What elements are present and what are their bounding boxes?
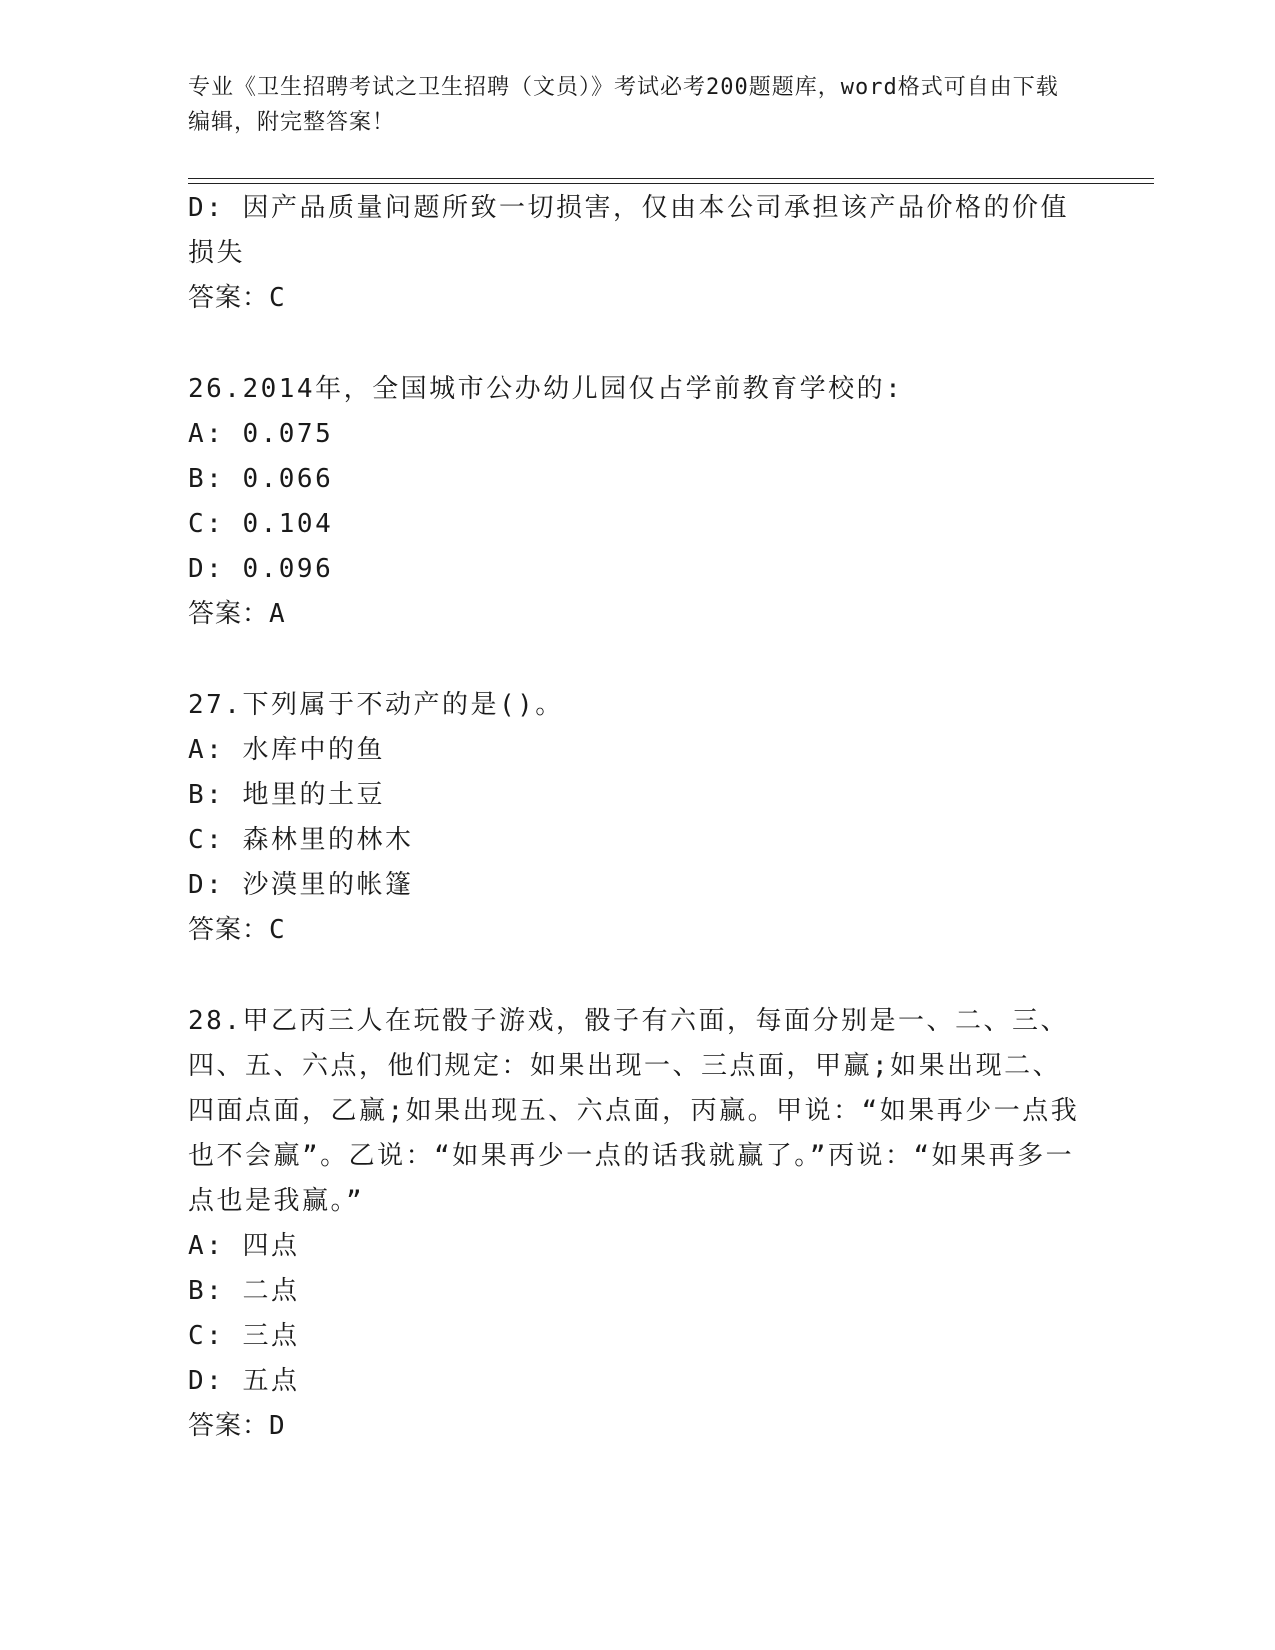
spacer: [188, 321, 1088, 367]
option-c: C: 森林里的林木: [188, 825, 414, 855]
answer: 答案：A: [188, 599, 286, 629]
option-d: D: 0.096: [188, 554, 334, 584]
option-b: B: 二点: [188, 1276, 300, 1306]
option-a: A: 0.075: [188, 419, 334, 449]
option-d: D: 五点: [188, 1366, 300, 1396]
question-28: [188, 999, 1088, 1449]
header-rule-bottom: [188, 183, 1154, 184]
option-b: B: 0.066: [188, 464, 334, 494]
answer: 答案：C: [188, 283, 286, 313]
question-26: [188, 367, 1088, 637]
document-header: [188, 70, 1068, 140]
spacer: [188, 637, 1088, 683]
option-b: B: 地里的土豆: [188, 780, 385, 810]
spacer: [188, 953, 1088, 999]
option-c: C: 三点: [188, 1321, 300, 1351]
question-stem: 28.甲乙丙三人在玩骰子游戏，骰子有六面，每面分别是一、二、三、四、五、六点，他们规定：如果出现一、三点面，甲赢;如果出现二、四面点面，乙赢;如果出现五、六点面，丙赢。甲说：“如果再少一点我也不会赢”。乙说：“如果再少一点的话我就赢了。”丙说：“如果再多一点也是我赢。”: [188, 1006, 1080, 1216]
question-list: [188, 186, 1088, 1449]
answer: 答案：C: [188, 915, 286, 945]
question-stem: 26.2014年，全国城市公办幼儿园仅占学前教育学校的:: [188, 374, 904, 404]
question-27: [188, 683, 1088, 953]
answer: 答案：D: [188, 1411, 286, 1441]
option-a: A: 四点: [188, 1231, 300, 1261]
header-rule-top: [188, 178, 1154, 179]
question-continuation: [188, 186, 1088, 321]
option-a: A: 水库中的鱼: [188, 735, 385, 765]
option-d: D: 沙漠里的帐篷: [188, 870, 414, 900]
header-title: 专业《卫生招聘考试之卫生招聘（文员）》考试必考200题题库，word格式可自由下载编辑，附完整答案！: [188, 75, 1059, 135]
option-d: D: 因产品质量问题所致一切损害，仅由本公司承担该产品价格的价值损失: [188, 193, 1069, 268]
option-c: C: 0.104: [188, 509, 334, 539]
question-stem: 27.下列属于不动产的是()。: [188, 690, 564, 720]
